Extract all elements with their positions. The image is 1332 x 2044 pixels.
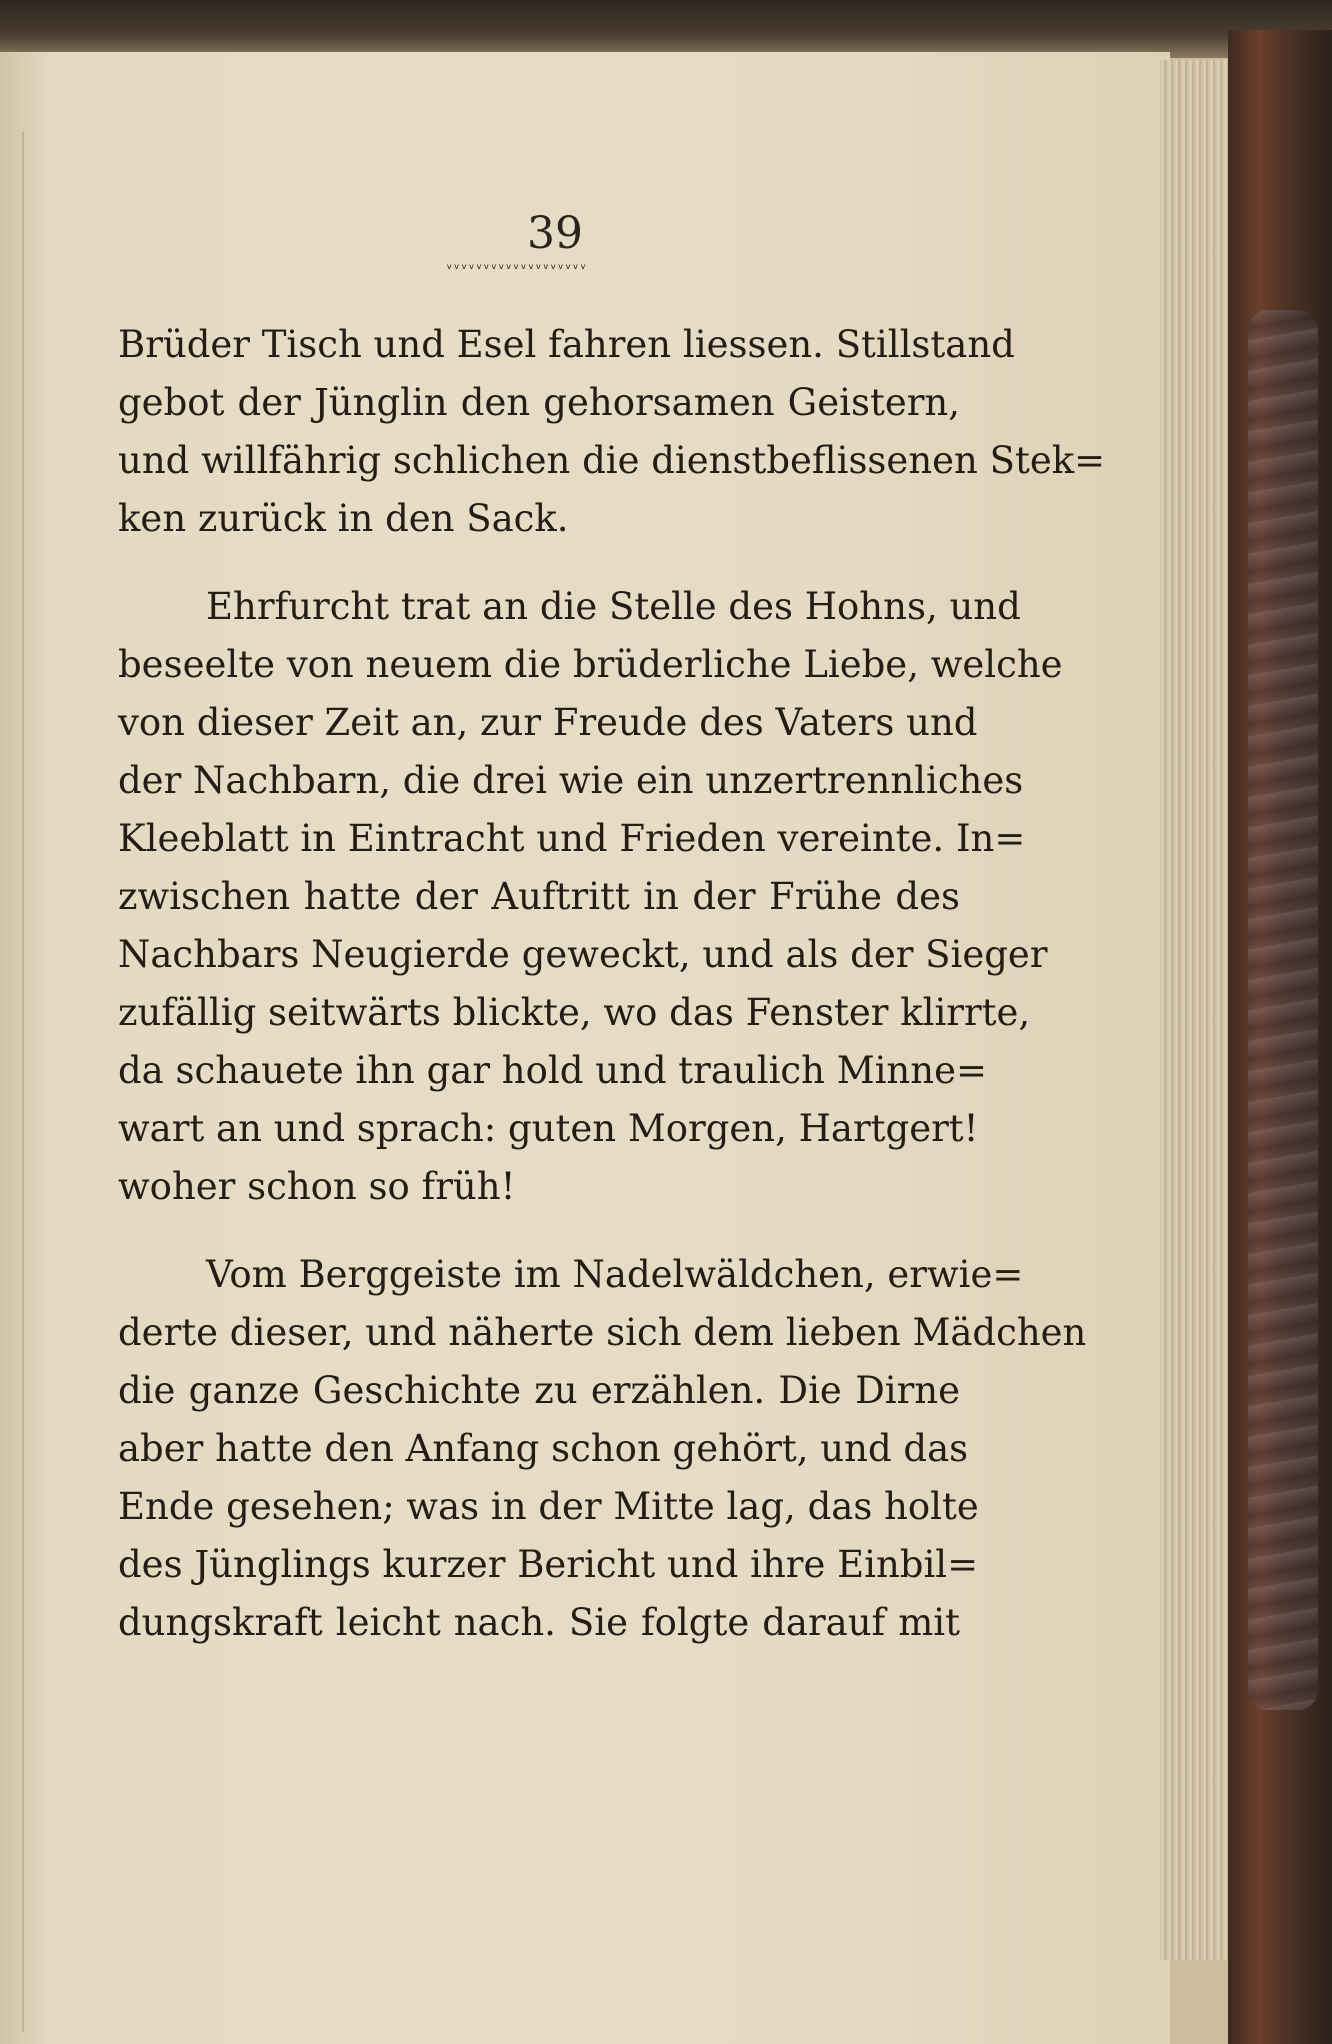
text-line: Nachbars Neugierde geweckt, und als der Sieger <box>118 933 1048 976</box>
text-line: die ganze Geschichte zu erzählen. Die Dirne <box>118 1369 960 1412</box>
text-line: zwischen hatte der Auftritt in der Frühe des <box>118 875 960 918</box>
text-line: Kleeblatt in Eintracht und Frieden vereinte. In= <box>118 817 1026 860</box>
text-line: und willfährig schlichen die dienstbeflissenen Stek= <box>118 439 1106 482</box>
text-line: derte dieser, und näherte sich dem lieben Mädchen <box>118 1311 1087 1354</box>
page-fold-line <box>22 132 24 2032</box>
page-edges <box>1160 60 1233 1960</box>
text-line: da schauete ihn gar hold und traulich Minne= <box>118 1049 987 1092</box>
paragraph <box>118 316 1106 548</box>
text-line: gebot der Jünglin den gehorsamen Geistern, <box>118 381 960 424</box>
text-line: dungskraft leicht nach. Sie folgte darauf mit <box>118 1601 960 1644</box>
text-line: ken zurück in den Sack. <box>118 497 569 540</box>
paragraph <box>118 578 1063 1216</box>
text-line: woher schon so früh! <box>118 1165 516 1208</box>
text-line: zufällig seitwärts blickte, wo das Fenster klirrte, <box>118 991 1031 1034</box>
book-top-edge <box>0 0 1332 58</box>
text-line: aber hatte den Anfang schon gehört, und das <box>118 1427 969 1470</box>
page-number: 39 <box>527 208 583 259</box>
text-line: wart an und sprach: guten Morgen, Hartgert! <box>118 1107 979 1150</box>
body-text <box>118 316 1106 1652</box>
text-line: der Nachbarn, die drei wie ein unzertrennliches <box>118 759 1024 802</box>
text-line: Ende gesehen; was in der Mitte lag, das holte <box>118 1485 979 1528</box>
page-number-ornament: ᵥᵥᵥᵥᵥᵥᵥᵥᵥᵥᵥᵥᵥᵥᵥᵥᵥᵥᵥ <box>445 257 587 273</box>
paragraph <box>118 1246 1087 1652</box>
book-cover <box>1228 30 1332 2044</box>
text-line: von dieser Zeit an, zur Freude des Vaters und <box>118 701 978 744</box>
text-line: Ehrfurcht trat an die Stelle des Hohns, und <box>206 585 1021 628</box>
text-line: Brüder Tisch und Esel fahren liessen. Stillstand <box>118 323 1015 366</box>
text-line: beseelte von neuem die brüderliche Liebe, welche <box>118 643 1063 686</box>
text-line: des Jünglings kurzer Bericht und ihre Einbil= <box>118 1543 979 1586</box>
text-line: Vom Berggeiste im Nadelwäldchen, erwie= <box>206 1253 1024 1296</box>
